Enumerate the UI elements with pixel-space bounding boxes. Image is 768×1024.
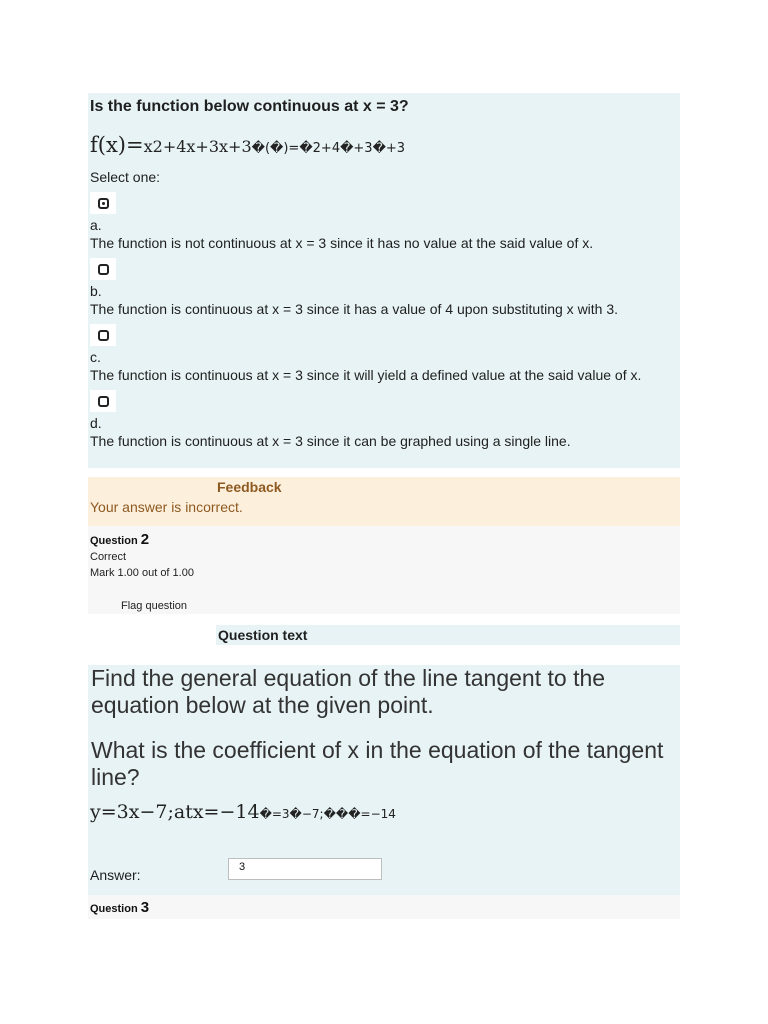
radio-option-d[interactable] (90, 390, 116, 412)
radio-option-a[interactable] (90, 192, 116, 214)
question-2-mark: Mark 1.00 out of 1.00 (90, 567, 194, 579)
option-c-text: The function is continuous at x = 3 since it will yield a defined value at the said value of x. (90, 367, 642, 383)
question-text-heading: Question text (216, 625, 680, 645)
answer-label: Answer: (90, 867, 141, 883)
radio-option-b[interactable] (90, 258, 116, 280)
answer-input[interactable]: 3 (228, 858, 382, 880)
option-c[interactable] (90, 324, 678, 384)
option-a-text: The function is not continuous at x = 3 since it has no value at the said value of x. (90, 235, 594, 251)
feedback-text: Your answer is incorrect. (90, 499, 243, 515)
option-c-letter: c. (90, 349, 101, 365)
flag-question-link[interactable]: Flag question (121, 600, 188, 612)
question-1-title: Is the function below continuous at x = 3? (90, 98, 409, 115)
option-a-letter: a. (90, 217, 102, 233)
question-2-label (90, 531, 149, 548)
option-b-letter: b. (90, 283, 102, 299)
option-b[interactable] (90, 258, 678, 318)
question-2-equation (90, 801, 396, 823)
question-2-status: Correct (90, 551, 127, 563)
feedback-panel (88, 477, 680, 526)
formula-main: f(x)= (90, 133, 144, 157)
formula-mid: x2+4x+3x+3 (143, 137, 252, 156)
radio-icon[interactable] (98, 396, 109, 407)
equation-garbled: �=3�−7;���=−14 (259, 807, 396, 821)
option-a[interactable] (90, 192, 678, 252)
question-3-label (90, 899, 149, 916)
question-label-text: Question (90, 535, 138, 547)
radio-icon[interactable] (98, 264, 109, 275)
formula-garbled: �(�)=�2+4�+3�+3 (251, 141, 406, 156)
radio-selected-icon[interactable] (98, 198, 109, 209)
equation-main: y=3x−7;atx=−14 (90, 801, 260, 823)
question-2-paragraph-2: What is the coefficient of x in the equation of the tangent line? (91, 737, 664, 790)
option-b-text: The function is continuous at x = 3 since it has a value of 4 upon substituting x with 3. (90, 301, 619, 317)
question-1-formula (90, 132, 678, 158)
select-one-label: Select one: (90, 169, 161, 185)
radio-option-c[interactable] (90, 324, 116, 346)
radio-icon[interactable] (98, 330, 109, 341)
question-1-content (88, 93, 680, 468)
question-number: 2 (140, 531, 150, 548)
option-d-text: The function is continuous at x = 3 since it can be graphed using a single line. (90, 433, 571, 449)
question-2-paragraph-1: Find the general equation of the line tangent to the equation below at the given point. (91, 665, 606, 718)
option-d-letter: d. (90, 415, 102, 431)
feedback-heading: Feedback (217, 479, 282, 495)
question-label-text: Question (90, 903, 138, 915)
question-3-info (88, 895, 680, 919)
question-2-content (88, 665, 680, 895)
question-number: 3 (140, 899, 150, 916)
question-2-info (88, 526, 680, 614)
option-d[interactable] (90, 390, 678, 450)
